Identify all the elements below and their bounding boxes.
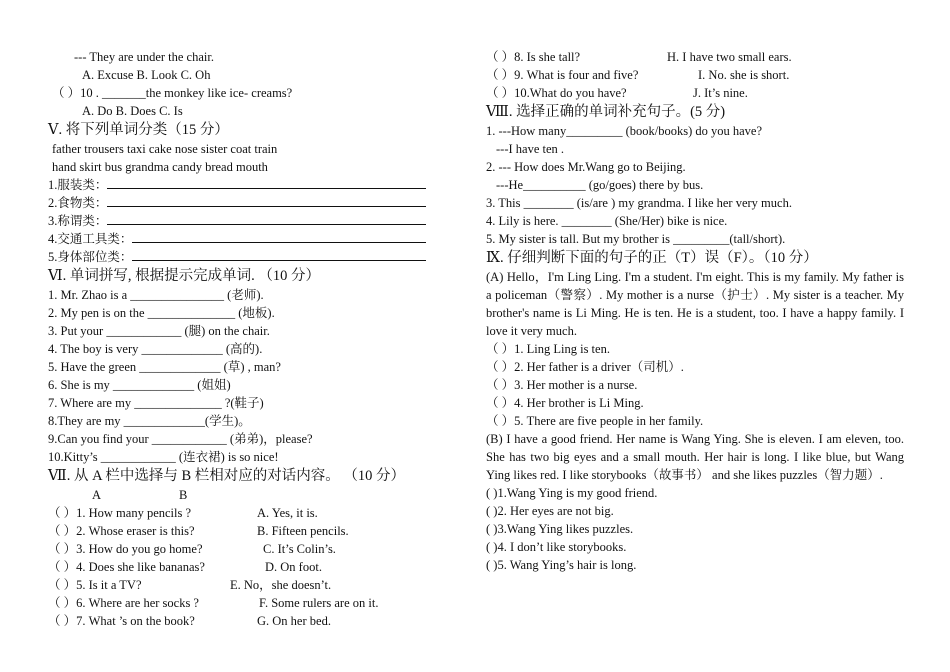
question-10: （ ）10 . _______the monkey like ice- creams? xyxy=(52,86,293,100)
tf-item: ( )4. I don’t like storybooks. xyxy=(486,540,627,554)
column-b-header: B xyxy=(179,488,188,502)
word-list-1: father trousers taxi cake nose sister coat train xyxy=(52,142,278,156)
spelling-item: 2. My pen is on the ______________ (地板). xyxy=(48,306,275,320)
answer-blank[interactable] xyxy=(107,176,426,189)
category-line xyxy=(48,248,426,266)
spelling-item: 7. Where are my ______________ ?(鞋子) xyxy=(48,396,264,410)
section-5-title: Ⅴ. 将下列单词分类（15 分） xyxy=(48,122,229,138)
match-answer: I. No. she is short. xyxy=(698,68,790,82)
match-answer: F. Some rulers are on it. xyxy=(259,596,379,610)
tf-item: ( )5. Wang Ying’s hair is long. xyxy=(486,558,637,572)
category-line xyxy=(48,212,426,230)
word-choice-item: ---He__________ (go/goes) there by bus. xyxy=(496,178,704,192)
tf-item: ( )3.Wang Ying likes puzzles. xyxy=(486,522,634,536)
match-question: （ ）9. What is four and five? xyxy=(486,68,639,82)
spelling-item: 6. She is my _____________ (姐姐) xyxy=(48,378,231,392)
category-line xyxy=(48,194,426,212)
match-answer: G. On her bed. xyxy=(257,614,331,628)
spelling-item: 10.Kitty’s ____________ (连衣裙) is so nice! xyxy=(48,450,279,464)
category-label: 3.称谓类： xyxy=(48,214,108,228)
tf-item: （ ）4. Her brother is Li Ming. xyxy=(486,396,644,410)
match-answer: B. Fifteen pencils. xyxy=(257,524,349,538)
category-line xyxy=(48,176,426,194)
category-label: 2.食物类： xyxy=(48,196,108,210)
match-answer: D. On foot. xyxy=(265,560,322,574)
word-choice-item: ---I have ten . xyxy=(496,142,565,156)
match-question: （ ）1. How many pencils ? xyxy=(48,506,192,520)
section-8-title: Ⅷ. 选择正确的单词补充句子。(5 分) xyxy=(486,104,726,120)
category-line xyxy=(48,230,426,248)
tf-item: （ ）1. Ling Ling is ten. xyxy=(486,342,610,356)
spelling-item: 4. The boy is very _____________ (高的). xyxy=(48,342,263,356)
section-6-title: Ⅵ. 单词拼写, 根据提示完成单词. （10 分） xyxy=(48,268,320,284)
match-answer: C. It’s Colin’s. xyxy=(263,542,336,556)
text-line: --- They are under the chair. xyxy=(74,50,214,64)
word-choice-item: 2. --- How does Mr.Wang go to Beijing. xyxy=(486,160,686,174)
tf-item: ( )2. Her eyes are not big. xyxy=(486,504,614,518)
spelling-item: 3. Put your ____________ (腿) on the chair. xyxy=(48,324,270,338)
section-9-title: Ⅸ. 仔细判断下面的句子的正（T）误（F）。（10 分） xyxy=(486,250,818,266)
match-row xyxy=(486,84,904,102)
match-row xyxy=(486,48,904,66)
answer-blank[interactable] xyxy=(107,212,426,225)
answer-blank[interactable] xyxy=(132,248,426,261)
match-question: （ ）2. Whose eraser is this? xyxy=(48,524,195,538)
match-row xyxy=(48,558,426,576)
match-row xyxy=(48,612,426,630)
category-label: 4.交通工具类： xyxy=(48,232,133,246)
right-column xyxy=(486,48,904,574)
match-answer: A. Yes, it is. xyxy=(257,506,318,520)
column-a-header: A xyxy=(92,488,102,502)
match-question: （ ）4. Does she like bananas? xyxy=(48,560,205,574)
options-line: A. Excuse B. Look C. Oh xyxy=(82,68,211,82)
tf-item: （ ）3. Her mother is a nurse. xyxy=(486,378,638,392)
word-choice-item: 5. My sister is tall. But my brother is _________(tall/short). xyxy=(486,232,786,246)
match-answer: H. I have two small ears. xyxy=(667,50,792,64)
tf-item: （ ）5. There are five people in her family. xyxy=(486,414,704,428)
match-row xyxy=(48,522,426,540)
word-choice-item: 1. ---How many_________ (book/books) do you have? xyxy=(486,124,762,138)
match-question: （ ）6. Where are her socks ? xyxy=(48,596,199,610)
match-question: （ ）5. Is it a TV? xyxy=(48,578,142,592)
match-row xyxy=(48,576,426,594)
match-answer: E. No，she doesn’t. xyxy=(230,578,332,592)
match-row xyxy=(486,66,904,84)
passage-a: (A) Hello，I'm Ling Ling. I'm a student. I'm eight. This is my family. My father is a policeman（警察）. My mother is a nurse（护士）. My sister is a teacher. My brother's name is Li Ming. He is ten. He is a student, too. I have a happy family. I love it very much. xyxy=(486,270,904,338)
spelling-item: 8.They are my _____________(学生)。 xyxy=(48,414,251,428)
match-question: （ ）7. What ’s on the book? xyxy=(48,614,195,628)
spelling-item: 9.Can you find your ____________ (弟弟)，please? xyxy=(48,432,313,446)
spelling-item: 1. Mr. Zhao is a _______________ (老师). xyxy=(48,288,264,302)
match-question: （ ）8. Is she tall? xyxy=(486,50,581,64)
word-list-2: hand skirt bus grandma candy bread mouth xyxy=(52,160,268,174)
match-answer: J. It’s nine. xyxy=(693,86,748,100)
word-choice-item: 3. This ________ (is/are ) my grandma. I like her very much. xyxy=(486,196,792,210)
passage-b: (B) I have a good friend. Her name is Wang Ying. She is eleven. I am eleven, too. She has two big eyes and a small mouth. Her hair is long. I like blue, but Wang Ying likes red. I like storybooks（故事书） and she likes puzzles（智力题）. xyxy=(486,432,904,482)
tf-item: ( )1.Wang Ying is my good friend. xyxy=(486,486,658,500)
match-question: （ ）3. How do you go home? xyxy=(48,542,203,556)
answer-blank[interactable] xyxy=(132,230,426,243)
match-row xyxy=(48,540,426,558)
spelling-item: 5. Have the green _____________ (草) , man? xyxy=(48,360,281,374)
answer-blank[interactable] xyxy=(107,194,426,207)
options-line: A. Do B. Does C. Is xyxy=(82,104,183,118)
match-row xyxy=(48,594,426,612)
match-row xyxy=(48,504,426,522)
word-choice-item: 4. Lily is here. ________ (She/Her) bike is nice. xyxy=(486,214,728,228)
category-label: 1.服装类： xyxy=(48,178,108,192)
column-headers xyxy=(48,486,426,504)
left-column xyxy=(48,48,426,630)
section-7-title: Ⅶ. 从 A 栏中选择与 B 栏相对应的对话内容。 （10 分） xyxy=(48,468,406,484)
category-label: 5.身体部位类： xyxy=(48,250,133,264)
match-question: （ ）10.What do you have? xyxy=(486,86,627,100)
tf-item: （ ）2. Her father is a driver（司机）. xyxy=(486,360,684,374)
